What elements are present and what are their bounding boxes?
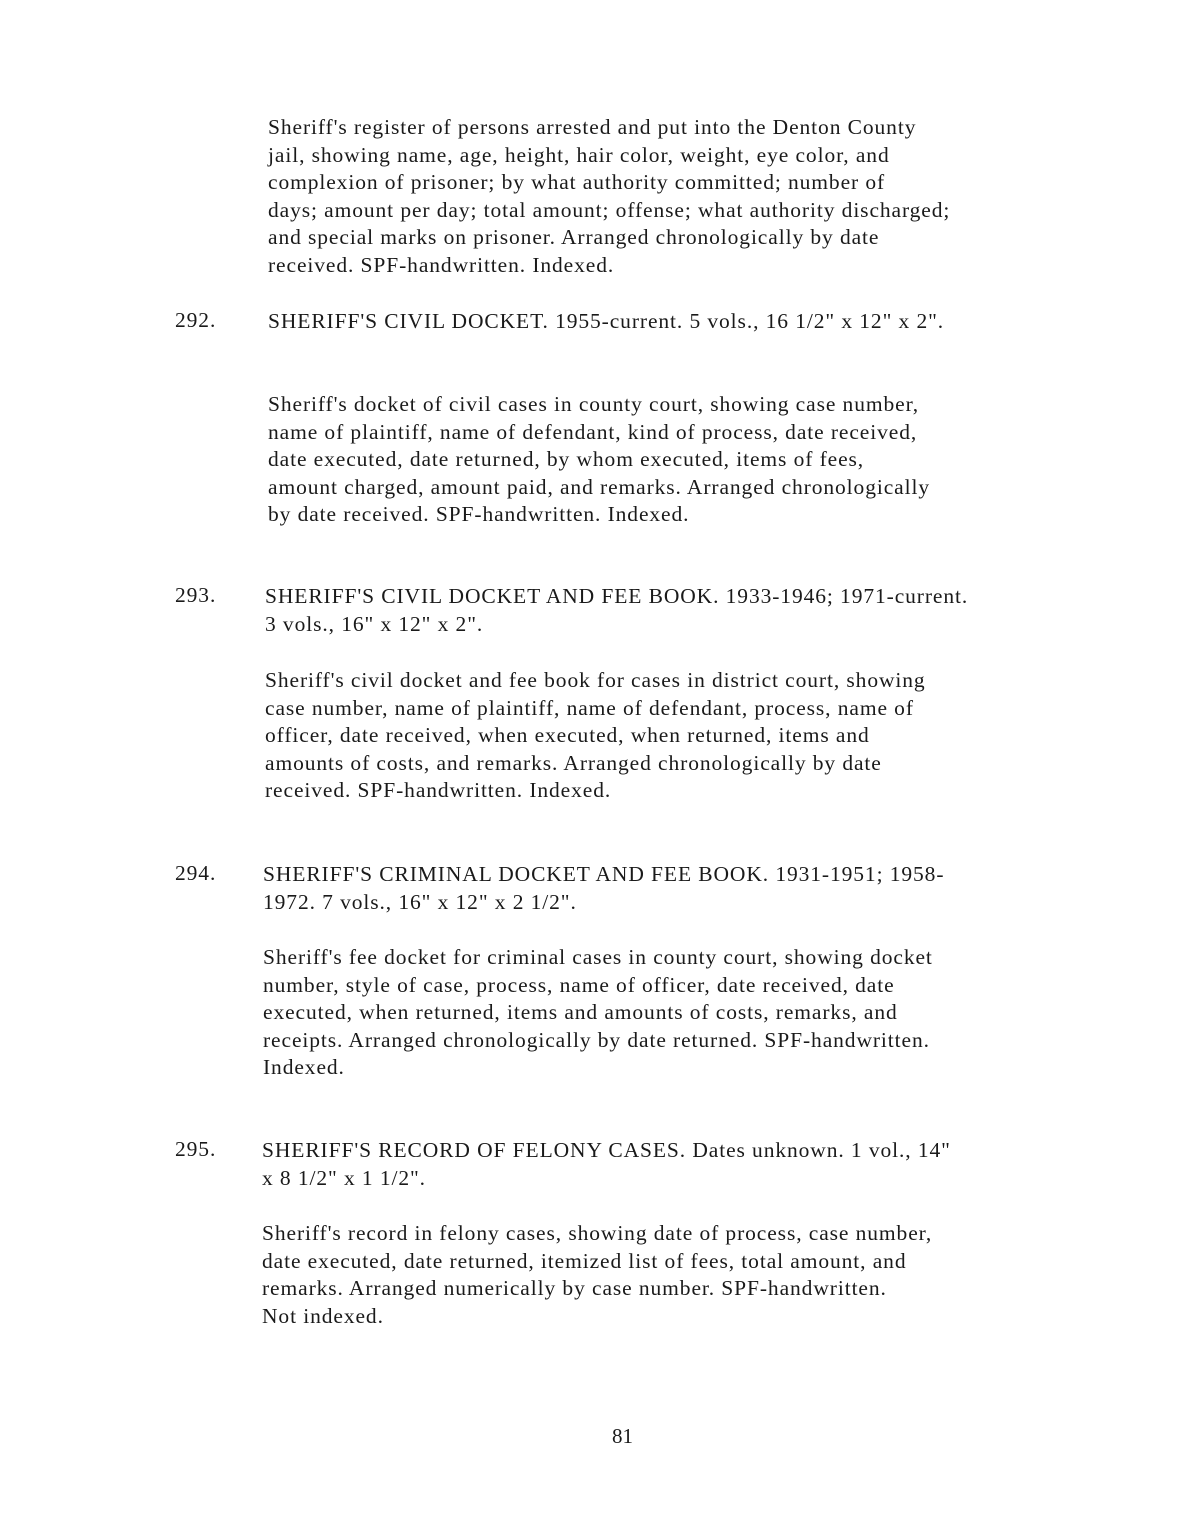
text-line: received. SPF-handwritten. Indexed.: [268, 252, 615, 277]
text-line: amount charged, amount paid, and remarks. Arranged chronologically: [268, 474, 931, 499]
text-line: Indexed.: [263, 1055, 345, 1080]
entry-title: [262, 1137, 951, 1192]
intro-paragraph: [268, 114, 950, 280]
text-line: receipts. Arranged chronologically by date returned. SPF-handwritten.: [263, 1027, 930, 1052]
text-line: SHERIFF'S CIVIL DOCKET. 1955-current. 5 vols., 16 1/2" x 12" x 2".: [268, 309, 945, 333]
entry-description: [263, 944, 933, 1082]
text-line: date executed, date returned, by whom executed, items of fees,: [268, 447, 865, 472]
text-line: Sheriff's register of persons arrested and put into the Denton County: [268, 115, 917, 139]
text-line: x 8 1/2" x 1 1/2".: [262, 1165, 426, 1190]
text-line: SHERIFF'S CRIMINAL DOCKET AND FEE BOOK. 1931-1951; 1958-: [263, 862, 945, 886]
text-line: 3 vols., 16" x 12" x 2".: [265, 611, 484, 636]
text-line: number, style of case, process, name of officer, date received, date: [263, 972, 895, 997]
text-line: officer, date received, when executed, when returned, items and: [265, 723, 870, 748]
entry-title: [268, 308, 944, 336]
text-line: Sheriff's fee docket for criminal cases in county court, showing docket: [263, 945, 933, 969]
entry-number: 295.: [175, 1137, 217, 1161]
text-line: SHERIFF'S RECORD OF FELONY CASES. Dates unknown. 1 vol., 14": [262, 1138, 951, 1162]
text-line: and special marks on prisoner. Arranged chronologically by date: [268, 225, 880, 250]
text-line: by date received. SPF-handwritten. Indexed.: [268, 502, 690, 527]
text-line: executed, when returned, items and amounts of costs, remarks, and: [263, 1000, 898, 1025]
text-line: name of plaintiff, name of defendant, kind of process, date received,: [268, 419, 918, 444]
entry-description: [265, 667, 926, 805]
entry-number: 293.: [175, 583, 217, 607]
text-line: complexion of prisoner; by what authority committed; number of: [268, 170, 886, 195]
text-line: amounts of costs, and remarks. Arranged chronologically by date: [265, 750, 882, 775]
entry-number: 294.: [175, 861, 217, 885]
text-line: received. SPF-handwritten. Indexed.: [265, 778, 612, 803]
entry-description: [268, 391, 930, 529]
text-line: 1972. 7 vols., 16" x 12" x 2 1/2".: [263, 889, 577, 914]
text-line: case number, name of plaintiff, name of defendant, process, name of: [265, 695, 914, 720]
text-line: SHERIFF'S CIVIL DOCKET AND FEE BOOK. 1933-1946; 1971-current.: [265, 584, 969, 608]
text-line: date executed, date returned, itemized list of fees, total amount, and: [262, 1248, 907, 1273]
text-line: Sheriff's docket of civil cases in county court, showing case number,: [268, 392, 920, 416]
text-line: Sheriff's civil docket and fee book for cases in district court, showing: [265, 668, 926, 692]
page-number: 81: [612, 1424, 633, 1448]
entry-title: [265, 583, 968, 638]
text-line: Sheriff's record in felony cases, showing date of process, case number,: [262, 1221, 933, 1245]
entry-number: 292.: [175, 308, 217, 332]
text-line: jail, showing name, age, height, hair color, weight, eye color, and: [268, 142, 890, 167]
entry-description: [262, 1220, 932, 1330]
text-line: remarks. Arranged numerically by case number. SPF-handwritten.: [262, 1276, 887, 1301]
text-line: days; amount per day; total amount; offense; what authority discharged;: [268, 197, 951, 222]
text-line: Not indexed.: [262, 1303, 384, 1328]
entry-title: [263, 861, 944, 916]
